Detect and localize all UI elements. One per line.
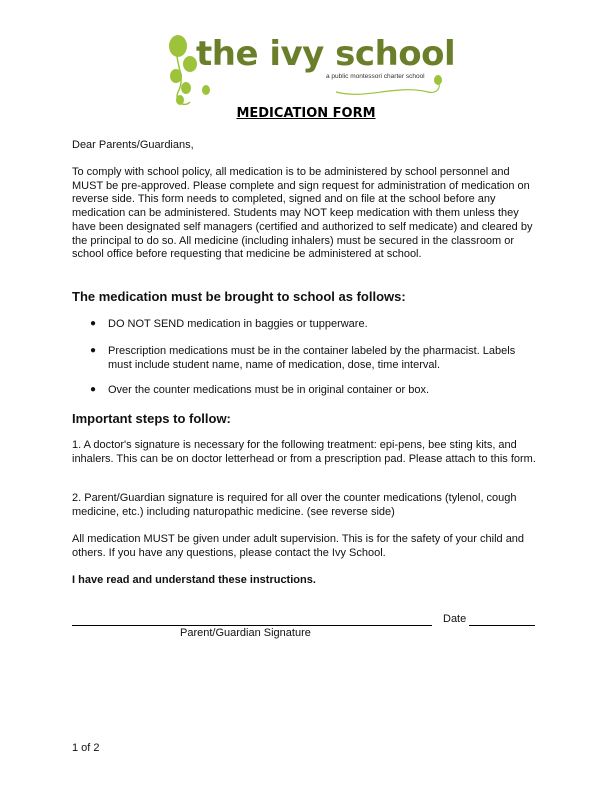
list-item: Prescription medications must be in the container labeled by the pharmacist. Labels must include student name, name of medication, dose, time interval. <box>108 345 516 371</box>
logo-wordmark: the ivy school <box>196 34 456 74</box>
bullet-icon: ● <box>90 345 97 356</box>
signature-label: Parent/Guardian Signature <box>180 627 311 639</box>
school-logo <box>166 30 456 112</box>
supervision-paragraph: All medication MUST be given under adult supervision. This is for the safety of your child and others. If you have any questions, please contact the Ivy School. <box>72 533 525 559</box>
bullet-icon: ● <box>90 318 97 329</box>
section1-heading: The medication must be brought to school as follows: <box>72 289 406 304</box>
greeting: Dear Parents/Guardians, <box>72 139 194 151</box>
list-item: DO NOT SEND medication in baggies or tupperware. <box>108 318 368 330</box>
page-number: 1 of 2 <box>72 742 100 754</box>
form-title: MEDICATION FORM <box>236 106 376 121</box>
acknowledgement-statement: I have read and understand these instructions. <box>72 574 316 586</box>
step-item: 2. Parent/Guardian signature is required for all over the counter medications (tylenol, cough medicine, etc.) including naturopathic medicine. (see reverse side) <box>72 492 517 518</box>
section2-heading: Important steps to follow: <box>72 411 231 426</box>
date-label: Date <box>443 613 467 625</box>
date-line[interactable] <box>469 625 535 626</box>
intro-paragraph: To comply with school policy, all medication is to be administered by school personnel and MUST be pre-approved. Please complete and sign request for administration of medication on reverse side. This form needs to completed, signed and on file at the school before any medication can be administered. Students may NOT keep medication with them unless they have been designated self managers (certified and authorized to self medicate) and cleared by the principal to do so. All medicine (including inhalers) must be secured in the classroom or school office before requesting that medicine be administered at school. <box>72 166 533 261</box>
signature-line[interactable] <box>72 625 432 626</box>
bullet-icon: ● <box>90 384 97 395</box>
logo-tagline: a public montessori charter school <box>326 73 425 80</box>
list-item: Over the counter medications must be in original container or box. <box>108 384 429 396</box>
step-item: 1. A doctor's signature is necessary for the following treatment: epi-pens, bee sting kits, and inhalers. This can be on doctor letterhead or from a prescription pad. Please attach to this form. <box>72 439 536 465</box>
